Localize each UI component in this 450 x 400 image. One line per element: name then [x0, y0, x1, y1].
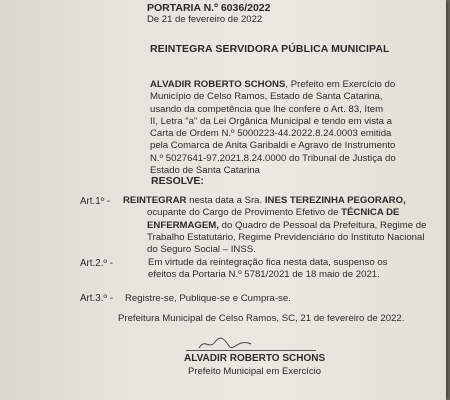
signatory-role: Prefeito Municipal em Exercício — [188, 366, 322, 377]
art3-text: Registre-se, Publique-se e Cumpra-se. — [125, 293, 291, 304]
preamble-line: N.º 5027641-97.2021.8.24.0000 do Tribunal de Justiça do — [150, 152, 396, 164]
preamble-line: Carta de Ordem N.º 5000223-44.2022.8.24.0003 emitida — [150, 128, 392, 140]
art2-text — [148, 257, 387, 282]
art1-line-text: do Quadro de Pessoal da Prefeitura, Regime de — [218, 219, 427, 231]
preamble-line — [150, 79, 396, 91]
art1-person: INES TEREZINHA PEGORARO, — [264, 195, 406, 206]
art1-line: do Seguro Social – INSS. — [147, 244, 256, 256]
closing-line: Prefeitura Municipal de Celso Ramos, SC, 21 de fevereiro de 2022. — [118, 313, 405, 324]
preamble-name: ALVADIR ROBERTO SCHONS — [150, 79, 286, 90]
signature-line — [186, 350, 316, 351]
portaria-number: PORTARIA N.º 6036/2022 — [147, 2, 271, 14]
resolve-heading: RESOLVE: — [151, 175, 204, 187]
art1-label: Art.1º - — [80, 196, 111, 207]
preamble-line: II, Letra "a" da Lei Orgânica Municipal e tendo em vista a — [150, 115, 392, 127]
portaria-date: De 21 de fevereiro de 2022 — [147, 14, 263, 25]
art1-verb: REINTEGRAR — [123, 195, 187, 206]
preamble-line-text: , Prefeito em Exercício do — [285, 79, 396, 90]
art1-line — [123, 220, 426, 232]
art3-label: Art.3.º - — [80, 293, 113, 304]
art1-line-text: nesta data a Sra. — [186, 195, 265, 206]
art2-label: Art.2.º - — [80, 258, 113, 269]
art1-line: Trabalho Estatutário, Regime Previdenciário do Instituto Nacional — [147, 231, 425, 243]
document-title: REINTEGRA SERVIDORA PÚBLICA MUNICIPAL — [150, 43, 390, 55]
preamble-line: usando da competência que lhe confere o Art. 83, Item — [150, 103, 384, 115]
signatory-name: ALVADIR ROBERTO SCHONS — [184, 353, 326, 364]
art2-line: efeitos da Portaria N.º 5781/2021 de 18 maio de 2021. — [148, 269, 380, 281]
art1-text — [123, 195, 426, 256]
preamble — [150, 79, 396, 177]
preamble-line: pela Comarca de Anita Garibaldi e Agravo de Instrumento — [150, 140, 396, 152]
art1-role: TÉCNICA DE — [341, 207, 400, 219]
art1-line — [123, 195, 426, 207]
art2-line: Em virtude da reintegração fica nesta data, suspenso os — [148, 257, 388, 268]
art1-line — [123, 207, 426, 219]
preamble-line: Estado de Santa Catarina — [150, 165, 260, 177]
art1-line-text: ocupante do Cargo de Provimento Efetivo de — [147, 207, 342, 219]
art1-role-cont: ENFERMAGEM, — [147, 219, 219, 231]
preamble-line: Município de Celso Ramos, Estado de Santa Catarina, — [150, 91, 383, 103]
